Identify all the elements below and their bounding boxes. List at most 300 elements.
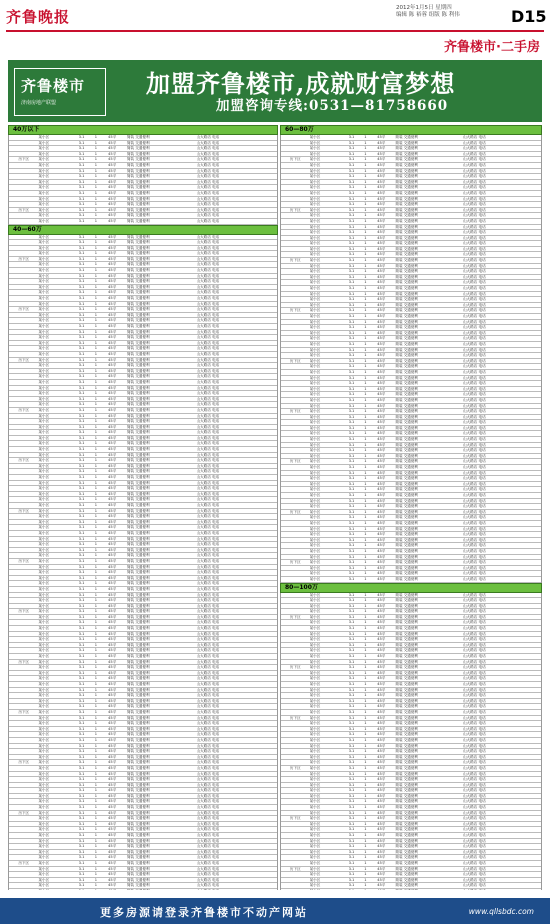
table-cell: 45平 xyxy=(108,435,117,440)
table-cell: 山大路店 电话 xyxy=(196,861,220,865)
table-cell xyxy=(281,543,310,548)
table-cell xyxy=(9,341,38,346)
price-band-header: 40—60万 xyxy=(8,225,278,235)
table-cell: 历下区 xyxy=(289,459,301,464)
table-cell: 简装 交通便利 xyxy=(395,465,419,470)
table-cell: 3.1 xyxy=(348,648,355,653)
table-cell: 45平 xyxy=(377,682,386,686)
table-cell: 45平 xyxy=(108,698,117,703)
footer-url[interactable]: www.qllsbdc.com xyxy=(468,907,534,916)
table-cell: 某小区 xyxy=(309,353,321,358)
table-cell: 某小区 xyxy=(309,620,321,625)
table-cell: 某小区 xyxy=(309,676,321,681)
table-cell: 1 xyxy=(364,241,367,246)
table-cell: 简装 交通便利 xyxy=(395,347,419,352)
table-cell xyxy=(281,213,310,218)
table-cell: 山大路店 电话 xyxy=(196,855,220,860)
table-cell: 山大路店 电话 xyxy=(196,575,220,580)
table-cell: 1 xyxy=(364,771,367,776)
table-cell: 45平 xyxy=(377,592,386,597)
table-cell: 简装 交通便利 xyxy=(395,760,419,765)
table-cell: 45平 xyxy=(108,363,117,368)
table-cell: 简装 交通便利 xyxy=(126,821,150,826)
table-cell: 3.1 xyxy=(348,286,355,291)
table-cell: 45平 xyxy=(377,140,386,145)
table-cell: 山大路店 电话 xyxy=(462,269,486,274)
table-cell: 山大路店 电话 xyxy=(196,821,220,826)
table-cell: 3.1 xyxy=(78,530,85,535)
table-cell: 1 xyxy=(364,637,367,642)
table-cell: 3.1 xyxy=(348,509,355,514)
table-cell: 简装 交通便利 xyxy=(126,346,150,351)
table-cell: 45平 xyxy=(108,558,117,563)
table-cell: 简装 交通便利 xyxy=(395,481,419,486)
table-cell: 1 xyxy=(364,196,367,201)
table-cell: 45平 xyxy=(377,654,386,659)
table-cell xyxy=(281,671,310,676)
table-cell: 山大路店 电话 xyxy=(462,877,486,882)
table-cell: 某小区 xyxy=(38,771,50,776)
table-cell: 简装 交通便利 xyxy=(395,805,419,810)
table-cell: 1 xyxy=(364,213,367,218)
table-cell: 1 xyxy=(94,542,98,547)
table-cell: 3.1 xyxy=(348,319,355,324)
table-cell: 45平 xyxy=(108,782,117,787)
table-cell: 山大路店 电话 xyxy=(462,682,486,686)
table-cell: 山大路店 电话 xyxy=(196,665,220,670)
table-cell: 3.1 xyxy=(348,532,355,537)
table-cell: 简装 交通便利 xyxy=(126,749,150,754)
table-cell: 3.1 xyxy=(78,379,85,384)
table-cell xyxy=(281,660,310,665)
table-cell: 45平 xyxy=(377,202,386,207)
table-cell: 某小区 xyxy=(309,732,321,737)
table-cell: 某小区 xyxy=(38,631,50,636)
table-cell: 45平 xyxy=(377,224,386,229)
table-cell: 45平 xyxy=(377,297,386,302)
table-cell: 简装 交通便利 xyxy=(126,721,150,726)
table-cell: 3.1 xyxy=(348,565,355,570)
table-cell: 山大路店 电话 xyxy=(196,743,220,748)
table-cell: 某小区 xyxy=(309,174,321,179)
table-cell: 3.1 xyxy=(348,598,355,603)
table-cell xyxy=(9,671,38,676)
table-cell: 山大路店 电话 xyxy=(196,391,220,396)
table-cell xyxy=(281,872,310,877)
table-cell: 山大路店 电话 xyxy=(462,347,486,352)
table-cell: 1 xyxy=(94,340,98,345)
table-cell: 某小区 xyxy=(309,330,321,335)
table-cell: 山大路店 电话 xyxy=(196,157,220,162)
table-cell xyxy=(281,772,310,777)
table-cell: 3.1 xyxy=(348,721,355,726)
table-cell: 3.1 xyxy=(78,771,85,776)
table-cell: 简装 交通便利 xyxy=(126,659,150,664)
table-cell: 山大路店 电话 xyxy=(462,202,486,207)
table-cell: 45平 xyxy=(108,424,117,429)
table-cell: 45平 xyxy=(108,503,117,507)
table-cell xyxy=(281,704,310,709)
table-cell xyxy=(281,593,310,598)
table-cell: 1 xyxy=(94,335,98,340)
table-cell: 45平 xyxy=(377,330,386,335)
table-cell: 简装 交通便利 xyxy=(395,793,419,798)
table-cell: 某小区 xyxy=(309,866,321,871)
table-cell: 简装 交通便利 xyxy=(126,564,150,569)
table-cell: 山大路店 电话 xyxy=(196,363,220,368)
table-cell: 简装 交通便利 xyxy=(126,503,150,507)
table-cell: 山大路店 电话 xyxy=(196,844,220,849)
table-cell: 1 xyxy=(94,218,98,223)
table-cell: 简装 交通便利 xyxy=(395,179,419,184)
table-cell: 45平 xyxy=(108,157,117,162)
table-cell: 45平 xyxy=(377,665,386,670)
table-cell: 45平 xyxy=(108,866,117,871)
table-cell: 某小区 xyxy=(38,346,50,351)
table-cell: 简装 交通便利 xyxy=(395,185,419,190)
table-cell: 某小区 xyxy=(38,196,50,201)
table-cell: 山大路店 电话 xyxy=(462,162,486,167)
table-cell xyxy=(9,704,38,709)
table-cell: 山大路店 电话 xyxy=(462,341,486,346)
table-cell: 山大路店 电话 xyxy=(462,448,486,453)
table-cell xyxy=(9,827,38,832)
table-cell: 山大路店 电话 xyxy=(462,420,486,425)
table-cell xyxy=(197,889,277,890)
table-cell: 某小区 xyxy=(309,715,321,720)
table-cell: 3.1 xyxy=(348,330,355,335)
table-cell: 3.1 xyxy=(78,631,85,636)
table-cell: 简装 交通便利 xyxy=(126,452,150,457)
table-cell: 3.1 xyxy=(78,793,85,798)
table-cell: 某小区 xyxy=(309,369,321,374)
table-cell: 山大路店 电话 xyxy=(462,788,486,793)
table-cell: 3.1 xyxy=(78,491,85,496)
table-cell: 某小区 xyxy=(38,665,50,670)
table-cell: 3.1 xyxy=(348,224,355,229)
table-cell xyxy=(79,889,95,890)
table-cell: 山大路店 电话 xyxy=(462,409,486,414)
table-cell: 某小区 xyxy=(38,514,50,519)
table-cell: 45平 xyxy=(108,777,117,782)
table-cell: 45平 xyxy=(377,431,386,436)
table-cell: 山大路店 电话 xyxy=(462,676,486,681)
table-cell: 山大路店 电话 xyxy=(462,297,486,302)
table-cell: 3.1 xyxy=(78,749,85,754)
table-cell: 45平 xyxy=(377,855,386,860)
table-cell: 某小区 xyxy=(309,855,321,860)
table-cell: 1 xyxy=(364,302,367,307)
table-cell: 45平 xyxy=(108,592,117,597)
banner-hotline: 加盟咨询专线:0531—81758660 xyxy=(216,98,449,114)
table-cell: 1 xyxy=(364,504,367,509)
table-cell: 1 xyxy=(364,709,367,714)
table-cell: 山大路店 电话 xyxy=(462,526,486,531)
table-cell xyxy=(463,889,541,890)
table-cell: 山大路店 电话 xyxy=(462,866,486,871)
table-cell: 3.1 xyxy=(348,515,355,520)
table-cell: 某小区 xyxy=(38,174,50,179)
table-cell: 历下区 xyxy=(18,810,30,815)
table-cell: 简装 交通便利 xyxy=(126,419,150,424)
table-cell: 山大路店 电话 xyxy=(462,726,486,731)
table-cell: 某小区 xyxy=(38,441,50,446)
table-cell: 山大路店 电话 xyxy=(462,224,486,229)
table-cell: 某小区 xyxy=(38,430,50,435)
table-cell: 某小区 xyxy=(309,230,321,235)
table-cell: 1 xyxy=(94,213,98,218)
table-cell: 45平 xyxy=(377,509,386,514)
table-cell: 3.1 xyxy=(78,732,85,737)
table-cell: 1 xyxy=(364,470,367,475)
table-cell: 山大路店 电话 xyxy=(196,374,220,379)
table-cell: 某小区 xyxy=(309,302,321,307)
table-cell: 45平 xyxy=(108,279,117,284)
table-cell: 3.1 xyxy=(348,866,355,871)
table-cell: 1 xyxy=(94,307,98,312)
table-cell: 1 xyxy=(364,168,367,173)
table-cell: 45平 xyxy=(377,487,386,492)
table-cell xyxy=(281,292,310,297)
table-cell: 3.1 xyxy=(78,329,85,334)
table-cell: 1 xyxy=(94,447,98,452)
table-cell: 3.1 xyxy=(78,162,85,167)
table-cell: 简装 交通便利 xyxy=(395,353,419,358)
table-cell: 3.1 xyxy=(348,693,355,698)
table-cell: 某小区 xyxy=(38,419,50,424)
table-cell: 1 xyxy=(364,135,367,139)
table-cell: 45平 xyxy=(377,810,386,815)
table-cell: 简装 交通便利 xyxy=(395,162,419,167)
table-cell: 历下区 xyxy=(18,357,30,362)
table-cell: 某小区 xyxy=(309,548,321,553)
table-cell: 山大路店 电话 xyxy=(196,620,220,625)
table-cell: 某小区 xyxy=(309,403,321,408)
table-cell: 山大路店 电话 xyxy=(196,793,220,798)
table-cell: 3.1 xyxy=(78,385,85,390)
table-cell: 45平 xyxy=(377,554,386,559)
table-cell: 1 xyxy=(94,698,98,703)
table-cell: 简装 交通便利 xyxy=(395,403,419,408)
table-cell: 1 xyxy=(94,351,98,356)
table-cell: 1 xyxy=(94,788,98,793)
table-cell: 简装 交通便利 xyxy=(395,810,419,815)
table-cell: 3.1 xyxy=(348,431,355,436)
table-cell: 3.1 xyxy=(348,442,355,447)
table-cell: 山大路店 电话 xyxy=(196,709,220,714)
table-cell: 45平 xyxy=(377,765,386,770)
table-cell: 3.1 xyxy=(78,363,85,368)
table-cell: 简装 交通便利 xyxy=(126,179,150,184)
table-cell xyxy=(9,872,38,877)
table-cell: 45平 xyxy=(377,833,386,838)
table-cell: 3.1 xyxy=(78,637,85,642)
table-cell: 45平 xyxy=(377,442,386,447)
table-cell: 简装 交通便利 xyxy=(395,319,419,324)
table-cell: 山大路店 电话 xyxy=(196,284,220,289)
table-cell xyxy=(281,755,310,760)
table-cell: 3.1 xyxy=(348,760,355,765)
table-cell: 3.1 xyxy=(78,564,85,569)
table-cell: 某小区 xyxy=(38,872,50,877)
table-cell: 1 xyxy=(94,726,98,731)
table-cell: 3.1 xyxy=(348,704,355,709)
table-cell: 1 xyxy=(364,693,367,698)
table-cell xyxy=(281,688,310,693)
table-cell: 45平 xyxy=(377,603,386,608)
table-cell: 1 xyxy=(364,252,367,257)
table-cell: 45平 xyxy=(108,743,117,748)
table-cell: 历下区 xyxy=(289,157,301,162)
table-cell: 某小区 xyxy=(38,273,50,278)
table-cell: 45平 xyxy=(377,448,386,453)
table-cell: 山大路店 电话 xyxy=(462,565,486,570)
table-cell: 某小区 xyxy=(309,805,321,810)
table-cell: 山大路店 电话 xyxy=(196,536,220,541)
table-cell: 45平 xyxy=(377,425,386,430)
table-cell xyxy=(281,146,310,151)
table-cell: 简装 交通便利 xyxy=(395,571,419,576)
table-cell: 山大路店 电话 xyxy=(196,508,220,513)
table-cell: 3.1 xyxy=(78,743,85,748)
table-cell: 山大路店 电话 xyxy=(462,771,486,776)
table-cell: 简装 交通便利 xyxy=(126,407,150,412)
table-cell: 山大路店 电话 xyxy=(196,676,220,681)
table-cell: 某小区 xyxy=(38,240,50,245)
table-cell: 山大路店 电话 xyxy=(462,609,486,614)
table-cell: 山大路店 电话 xyxy=(462,246,486,251)
table-cell: 某小区 xyxy=(38,698,50,703)
table-cell: 3.1 xyxy=(348,726,355,731)
table-cell: 45平 xyxy=(377,151,386,156)
table-cell xyxy=(9,469,38,474)
table-cell: 简装 交通便利 xyxy=(395,493,419,497)
table-cell: 45平 xyxy=(377,185,386,190)
table-cell: 简装 交通便利 xyxy=(126,480,150,485)
table-cell: 45平 xyxy=(377,286,386,291)
table-cell: 1 xyxy=(364,866,367,871)
table-cell: 3.1 xyxy=(78,185,85,190)
table-cell: 某小区 xyxy=(38,424,50,429)
table-cell: 山大路店 电话 xyxy=(462,476,486,481)
table-cell: 简装 交通便利 xyxy=(126,553,150,558)
table-cell xyxy=(281,878,310,883)
table-cell xyxy=(281,297,310,302)
table-cell: 山大路店 电话 xyxy=(462,386,486,391)
table-cell: 3.1 xyxy=(348,437,355,442)
table-cell: 简装 交通便利 xyxy=(395,631,419,636)
table-cell xyxy=(281,620,310,625)
table-cell: 3.1 xyxy=(348,218,355,223)
table-cell: 山大路店 电话 xyxy=(462,743,486,748)
table-cell: 3.1 xyxy=(78,626,85,631)
table-cell: 45平 xyxy=(108,883,117,888)
table-cell: 某小区 xyxy=(309,576,321,581)
table-cell xyxy=(108,889,127,890)
table-cell: 某小区 xyxy=(38,385,50,390)
table-cell: 历下区 xyxy=(18,157,30,162)
table-cell: 山大路店 电话 xyxy=(196,346,220,351)
table-cell: 山大路店 电话 xyxy=(462,504,486,509)
table-cell: 3.1 xyxy=(78,698,85,703)
table-cell: 1 xyxy=(94,452,98,457)
table-cell: 简装 交通便利 xyxy=(395,151,419,156)
ad-banner xyxy=(8,60,542,122)
table-cell: 45平 xyxy=(108,547,117,552)
table-cell: 山大路店 电话 xyxy=(462,827,486,832)
table-cell xyxy=(9,363,38,368)
table-cell: 山大路店 电话 xyxy=(196,547,220,552)
table-cell: 简装 交通便利 xyxy=(395,872,419,877)
table-cell: 某小区 xyxy=(309,721,321,726)
table-cell: 1 xyxy=(364,821,367,826)
table-cell xyxy=(281,353,310,358)
table-cell: 简装 交通便利 xyxy=(395,325,419,330)
table-cell: 某小区 xyxy=(38,598,50,603)
table-cell: 1 xyxy=(364,883,367,888)
table-cell: 简装 交通便利 xyxy=(395,598,419,603)
table-cell: 某小区 xyxy=(309,314,321,318)
table-cell: 3.1 xyxy=(78,213,85,218)
table-cell: 3.1 xyxy=(348,453,355,458)
table-cell: 1 xyxy=(364,576,367,581)
table-cell: 3.1 xyxy=(78,441,85,446)
table-cell: 45平 xyxy=(377,146,386,151)
table-cell: 1 xyxy=(94,687,98,692)
table-cell: 45平 xyxy=(377,821,386,826)
table-cell: 某小区 xyxy=(38,351,50,356)
table-cell: 简装 交通便利 xyxy=(126,463,150,468)
table-cell: 某小区 xyxy=(309,465,321,470)
table-cell: 3.1 xyxy=(348,676,355,681)
price-band-header: 40万以下 xyxy=(8,125,278,135)
table-cell: 简装 交通便利 xyxy=(395,476,419,481)
table-cell: 山大路店 电话 xyxy=(196,452,220,457)
table-cell xyxy=(281,426,310,431)
table-cell: 某小区 xyxy=(38,687,50,692)
table-cell: 45平 xyxy=(377,258,386,263)
table-cell: 3.1 xyxy=(348,291,355,296)
table-cell: 3.1 xyxy=(348,135,355,139)
table-cell: 某小区 xyxy=(309,409,321,414)
table-cell: 山大路店 电话 xyxy=(196,185,220,190)
table-cell: 简装 交通便利 xyxy=(395,174,419,179)
table-cell: 简装 交通便利 xyxy=(395,771,419,776)
table-cell: 山大路店 电话 xyxy=(196,603,220,608)
table-cell: 某小区 xyxy=(309,364,321,369)
table-cell: 1 xyxy=(94,709,98,714)
table-cell: 简装 交通便利 xyxy=(395,258,419,263)
table-cell: 3.1 xyxy=(348,543,355,548)
table-cell xyxy=(9,682,38,687)
table-cell: 45平 xyxy=(108,631,117,636)
table-cell: 山大路店 电话 xyxy=(196,782,220,787)
table-cell: 简装 交通便利 xyxy=(395,816,419,821)
table-cell: 山大路店 电话 xyxy=(196,659,220,664)
table-cell: 45平 xyxy=(377,230,386,235)
table-cell: 1 xyxy=(94,648,98,653)
table-cell: 某小区 xyxy=(309,291,321,296)
table-cell: 3.1 xyxy=(348,196,355,201)
table-cell: 简装 交通便利 xyxy=(126,866,150,871)
table-cell: 1 xyxy=(364,560,367,565)
table-cell: 1 xyxy=(94,279,98,284)
table-cell xyxy=(9,174,38,179)
table-cell: 山大路店 电话 xyxy=(462,592,486,597)
table-cell: 简装 交通便利 xyxy=(395,654,419,659)
table-cell xyxy=(9,386,38,391)
table-cell: 简装 交通便利 xyxy=(395,504,419,509)
